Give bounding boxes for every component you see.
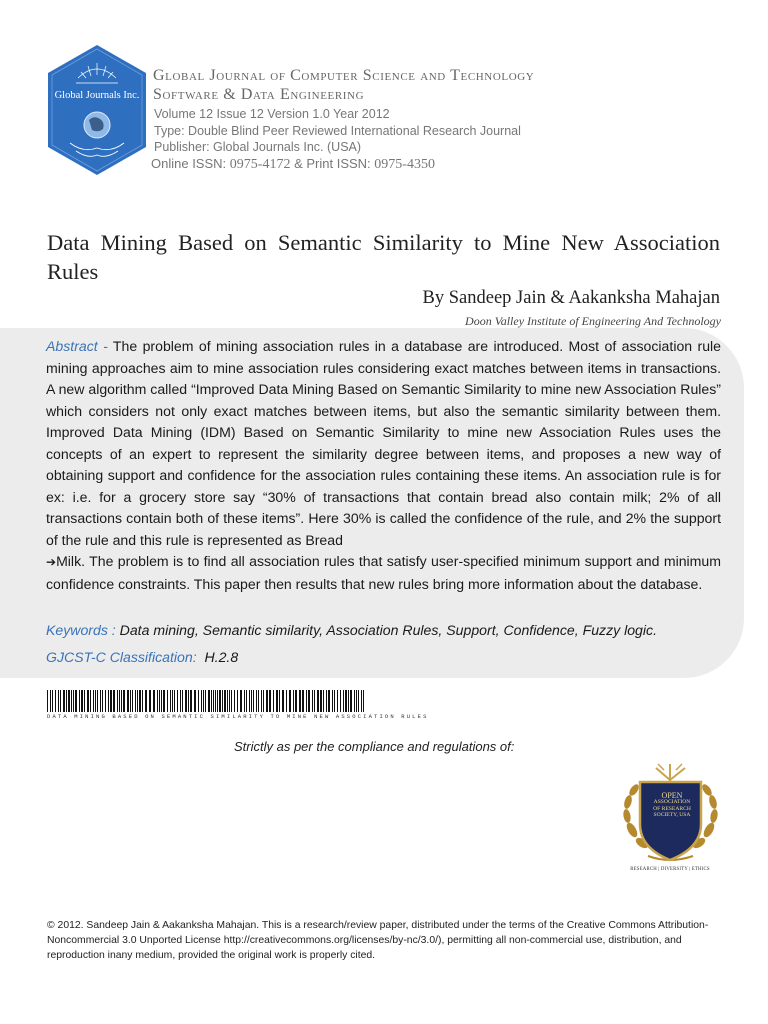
journal-publisher: Publisher: Global Journals Inc. (USA) xyxy=(154,140,362,154)
barcode-bar xyxy=(286,690,287,712)
barcode-bar xyxy=(110,690,112,712)
abstract-label: Abstract - xyxy=(46,338,108,354)
barcode-bar xyxy=(66,690,67,712)
barcode-bar xyxy=(345,690,347,712)
barcode-bar xyxy=(282,690,284,712)
classification-value: H.2.8 xyxy=(204,649,239,665)
barcode-bar xyxy=(75,690,77,712)
barcode-bar xyxy=(219,690,221,712)
barcode-bar xyxy=(340,690,341,712)
journal-logo xyxy=(48,45,146,175)
barcode-bar xyxy=(213,690,214,712)
barcode-bar xyxy=(354,690,355,712)
barcode-bar xyxy=(87,690,89,712)
classification xyxy=(46,649,238,665)
barcode-bar xyxy=(279,690,280,712)
barcode-bar xyxy=(123,690,125,712)
barcode-bar xyxy=(121,690,122,712)
barcode-bar xyxy=(334,690,335,712)
arrow-icon: ➔ xyxy=(46,555,57,569)
barcode-bar xyxy=(224,690,226,712)
journal-title-line1: Global Journal of Computer Science and Technology xyxy=(153,67,535,84)
barcode-bar xyxy=(222,690,223,712)
barcode-bar xyxy=(81,690,83,712)
barcode-bar xyxy=(161,690,162,712)
barcode-bar xyxy=(363,690,364,712)
barcode-bar xyxy=(52,690,53,712)
barcode-bar xyxy=(142,690,143,712)
journal-type: Type: Double Blind Peer Reviewed International Research Journal xyxy=(154,124,521,138)
barcode-bar xyxy=(348,690,349,712)
barcode-bar xyxy=(102,690,103,712)
barcode-bar xyxy=(295,690,297,712)
barcode-bar xyxy=(119,690,120,712)
barcode-bar xyxy=(60,690,61,712)
barcode-bar xyxy=(289,690,291,712)
barcode-bar xyxy=(215,690,216,712)
barcode-bar xyxy=(343,690,344,712)
issn-print: 0975-4350 xyxy=(374,157,435,172)
barcode-bar xyxy=(293,690,294,712)
barcode-bar xyxy=(323,690,324,712)
barcode-bar xyxy=(217,690,218,712)
barcode-bar xyxy=(306,690,307,712)
barcode-bar xyxy=(97,690,98,712)
barcode-bar xyxy=(157,690,158,712)
barcode-bar xyxy=(328,690,330,712)
logo-text: Global Journals Inc. xyxy=(54,90,140,101)
barcode-bar xyxy=(145,690,147,712)
barcode-bar xyxy=(337,690,338,712)
barcode-bar xyxy=(253,690,254,712)
barcode-bar xyxy=(194,690,196,712)
seal-motto: RESEARCH | DIVERSITY | ETHICS xyxy=(630,867,710,872)
barcode-bar xyxy=(182,690,183,712)
barcode-bar xyxy=(188,690,189,712)
barcode-bar xyxy=(356,690,357,712)
barcode-bar xyxy=(58,690,59,712)
barcode-bar xyxy=(261,690,262,712)
barcode-bar xyxy=(137,690,138,712)
journal-issn xyxy=(151,156,435,173)
barcode-bar xyxy=(308,690,310,712)
barcode-bar xyxy=(105,690,106,712)
barcode-bar xyxy=(273,690,274,712)
barcode-bar xyxy=(246,690,247,712)
abstract xyxy=(46,336,721,595)
barcode-bar xyxy=(50,690,51,712)
barcode-bar xyxy=(71,690,72,712)
barcode-bar xyxy=(302,690,304,712)
seal-line3: SOCIETY, USA xyxy=(653,812,691,819)
abstract-text: The problem of mining association rules in a database are introduced. Most of association rule mining approaches aim to mine association rules considering exact matches between items in transactions. A new algorithm called “Improved Data Mining Based on Semantic Similarity to mine new Association Rules” which considers not only exact matches between items, but also the semantic similarity between them. Improved Data Mining (IDM) Based on Semantic Similarity to mine new Association Rules uses the concepts of an expert to represent the similarity degree between items, and proposes a new way of obtaining support and confidence for the association rules containing these items. An association rule is for ex: i.e. for a grocery store say “30% of transactions that contain bread also contain milk; 2% of all transactions contain both of these items”. Here 30% is called the confidence of the rule, and 2% the support of the rule and this rule is represented as Bread xyxy=(46,338,722,548)
barcode-caption: DATA MINING BASED ON SEMANTIC SIMILARITY TO MINE NEW ASSOCIATION RULES xyxy=(47,713,429,720)
paper-title: Data Mining Based on Semantic Similarity to Mine New Association Rules xyxy=(47,230,720,284)
barcode-bar xyxy=(190,690,192,712)
barcode-bar xyxy=(208,690,210,712)
keywords xyxy=(46,622,657,638)
barcode-bar xyxy=(299,690,301,712)
seal-open: OPEN xyxy=(661,791,683,800)
barcode-bar xyxy=(203,690,204,712)
barcode-bar xyxy=(229,690,230,712)
seal-text xyxy=(646,793,698,819)
barcode-bar xyxy=(251,690,252,712)
copyright-notice: © 2012. Sandeep Jain & Aakanksha Mahajan. This is a research/review paper, distributed under the terms of the Creative Commons Attribution-Noncommercial 3.0 Unported License http://creativecommons.org/licenses/by-nc/3.0/), permitting all non-commercial use, distribution, and reproduction inany medium, provided the original work is properly cited. xyxy=(47,920,709,961)
barcode-bar xyxy=(135,690,136,712)
barcode-bar xyxy=(113,690,115,712)
barcode-bar xyxy=(249,690,250,712)
barcode-bar xyxy=(79,690,80,712)
barcode-bar xyxy=(47,690,48,712)
barcode-bar xyxy=(159,690,160,712)
barcode-bar xyxy=(314,690,315,712)
barcode-bar xyxy=(149,690,151,712)
barcode-bar xyxy=(172,690,173,712)
keywords-text: Data mining, Semantic similarity, Association Rules, Support, Confidence, Fuzzy logic. xyxy=(119,622,657,638)
barcode-bar xyxy=(63,690,65,712)
barcode-bar xyxy=(167,690,168,712)
barcode-bar xyxy=(130,690,131,712)
barcode-bar xyxy=(211,690,212,712)
barcode-bar xyxy=(127,690,129,712)
barcode-bar xyxy=(180,690,181,712)
issn-online: 0975-4172 xyxy=(229,157,291,172)
issn-print-label: & Print ISSN: xyxy=(294,156,371,171)
barcode-bar xyxy=(320,690,322,712)
barcode-bar xyxy=(174,690,175,712)
barcode-bar xyxy=(117,690,118,712)
barcode-bar xyxy=(163,690,165,712)
barcode-bar xyxy=(93,690,94,712)
barcode-bar xyxy=(237,690,238,712)
barcode-bar xyxy=(227,690,228,712)
classification-label: GJCST-C Classification: xyxy=(46,649,197,665)
barcode-bar xyxy=(170,690,171,712)
barcode-bar xyxy=(68,690,70,712)
barcode-bar xyxy=(240,690,242,712)
barcode-bar xyxy=(139,690,141,712)
paper-affiliation: Doon Valley Institute of Engineering And Technology xyxy=(465,314,721,328)
journal-volume: Volume 12 Issue 12 Version 1.0 Year 2012 xyxy=(154,107,390,121)
keywords-label: Keywords : xyxy=(46,622,116,638)
barcode-bar xyxy=(177,690,178,712)
barcode-bar xyxy=(361,690,362,712)
barcode xyxy=(47,690,365,712)
barcode-bar xyxy=(100,690,101,712)
barcode-bar xyxy=(350,690,352,712)
barcode-bar xyxy=(326,690,327,712)
seal-line1: ASSOCIATION xyxy=(653,799,691,806)
barcode-bar xyxy=(90,690,91,712)
journal-title-line2: Software & Data Engineering xyxy=(153,86,365,103)
barcode-bar xyxy=(263,690,264,712)
barcode-bar xyxy=(73,690,74,712)
barcode-bar xyxy=(234,690,235,712)
seal-line2: OF RESEARCH xyxy=(653,805,691,812)
barcode-bar xyxy=(55,690,56,712)
barcode-bar xyxy=(312,690,313,712)
barcode-bar xyxy=(84,690,85,712)
barcode-bar xyxy=(132,690,133,712)
barcode-bar xyxy=(358,690,359,712)
barcode-bar xyxy=(256,690,257,712)
barcode-bar xyxy=(317,690,319,712)
barcode-bar xyxy=(266,690,268,712)
issn-online-label: Online ISSN: xyxy=(151,156,227,171)
barcode-bar xyxy=(201,690,202,712)
journal-title xyxy=(153,66,534,104)
barcode-bar xyxy=(153,690,155,712)
abstract-text-continued: Milk. The problem is to find all association rules that satisfy user-specified minimum support and minimum confidence constraints. This paper then results that new rules bring more information about the database. xyxy=(46,553,721,592)
barcode-bar xyxy=(258,690,259,712)
barcode-bar xyxy=(185,690,187,712)
barcode-bar xyxy=(332,690,333,712)
barcode-bar xyxy=(205,690,206,712)
barcode-bar xyxy=(276,690,278,712)
barcode-bar xyxy=(231,690,232,712)
compliance-note: Strictly as per the compliance and regulations of: xyxy=(234,739,515,754)
paper-authors: By Sandeep Jain & Aakanksha Mahajan xyxy=(422,288,720,308)
barcode-bar xyxy=(244,690,245,712)
barcode-bar xyxy=(198,690,199,712)
barcode-bar xyxy=(269,690,271,712)
barcode-bar xyxy=(108,690,109,712)
barcode-bar xyxy=(95,690,96,712)
